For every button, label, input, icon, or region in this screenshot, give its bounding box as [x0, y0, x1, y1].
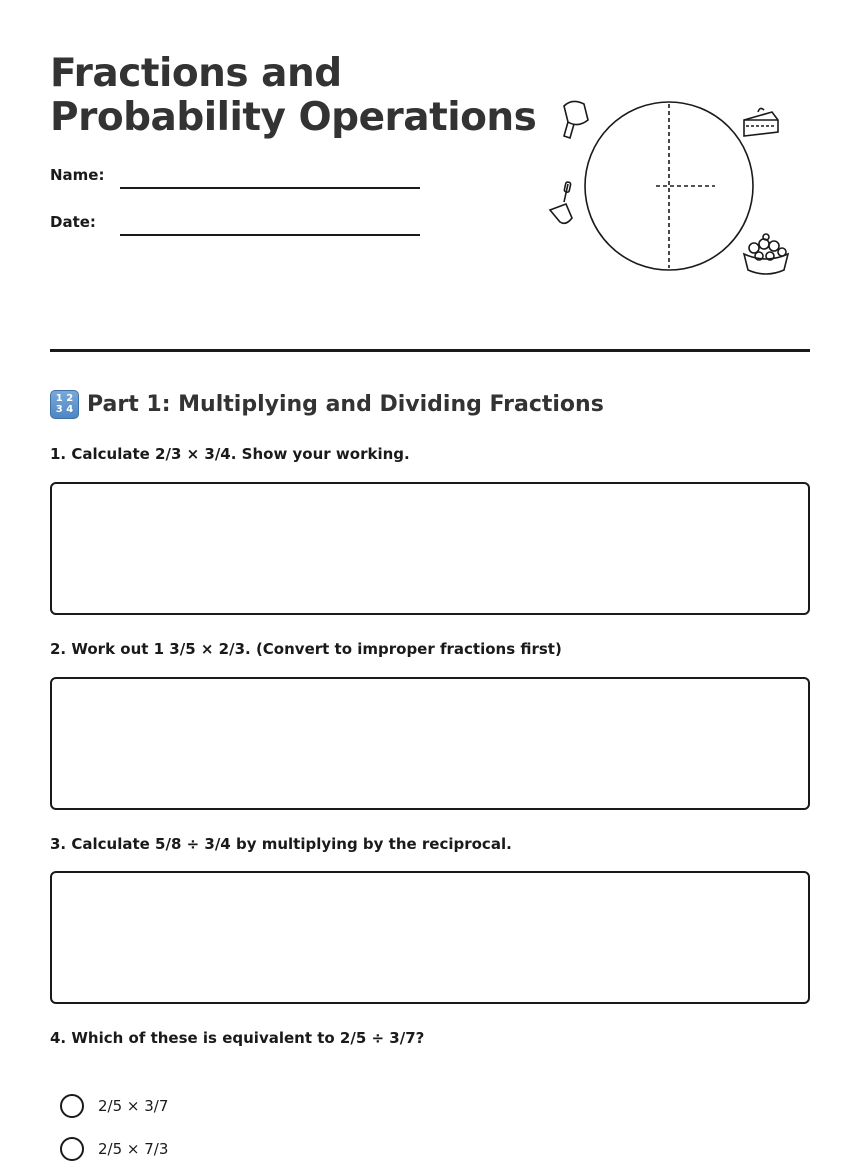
- section-title: Part 1: Multiplying and Dividing Fractions: [87, 391, 604, 417]
- radio-button[interactable]: [60, 1137, 84, 1161]
- option-2[interactable]: [60, 1137, 168, 1161]
- answer-box-3[interactable]: [50, 871, 810, 1004]
- name-field-line[interactable]: [120, 187, 420, 189]
- question-3: 3. Calculate 5/8 ÷ 3/4 by multiplying by the reciprocal.: [50, 835, 512, 853]
- option-label: 2/5 × 7/3: [98, 1140, 169, 1158]
- date-field-line[interactable]: [120, 234, 420, 236]
- answer-box-1[interactable]: [50, 482, 810, 615]
- header-divider: [50, 349, 810, 352]
- pie-plate-icon: [585, 102, 753, 270]
- worksheet-title: [50, 52, 536, 140]
- title-line-2: Probability Operations: [50, 95, 537, 140]
- answer-box-2[interactable]: [50, 677, 810, 810]
- name-label: Name:: [50, 166, 105, 184]
- option-1[interactable]: [60, 1094, 168, 1118]
- numbers-icon: 1 2 3 4: [50, 390, 79, 419]
- measuring-cup-icon: [564, 101, 588, 138]
- question-1: 1. Calculate 2/3 × 3/4. Show your working.: [50, 445, 410, 463]
- section-heading: [50, 388, 604, 420]
- option-label: 2/5 × 3/7: [98, 1097, 169, 1115]
- radio-button[interactable]: [60, 1094, 84, 1118]
- spoon-scoop-icon: [550, 182, 572, 224]
- question-4: 4. Which of these is equivalent to 2/5 ÷ 3/7?: [50, 1029, 425, 1047]
- question-2: 2. Work out 1 3/5 × 2/3. (Convert to improper fractions first): [50, 640, 562, 658]
- cake-slice-icon: [744, 108, 778, 136]
- date-label: Date:: [50, 213, 96, 231]
- pie-illustration: [540, 92, 800, 282]
- title-line-1: Fractions and: [50, 51, 342, 96]
- fruit-basket-icon: [744, 234, 788, 274]
